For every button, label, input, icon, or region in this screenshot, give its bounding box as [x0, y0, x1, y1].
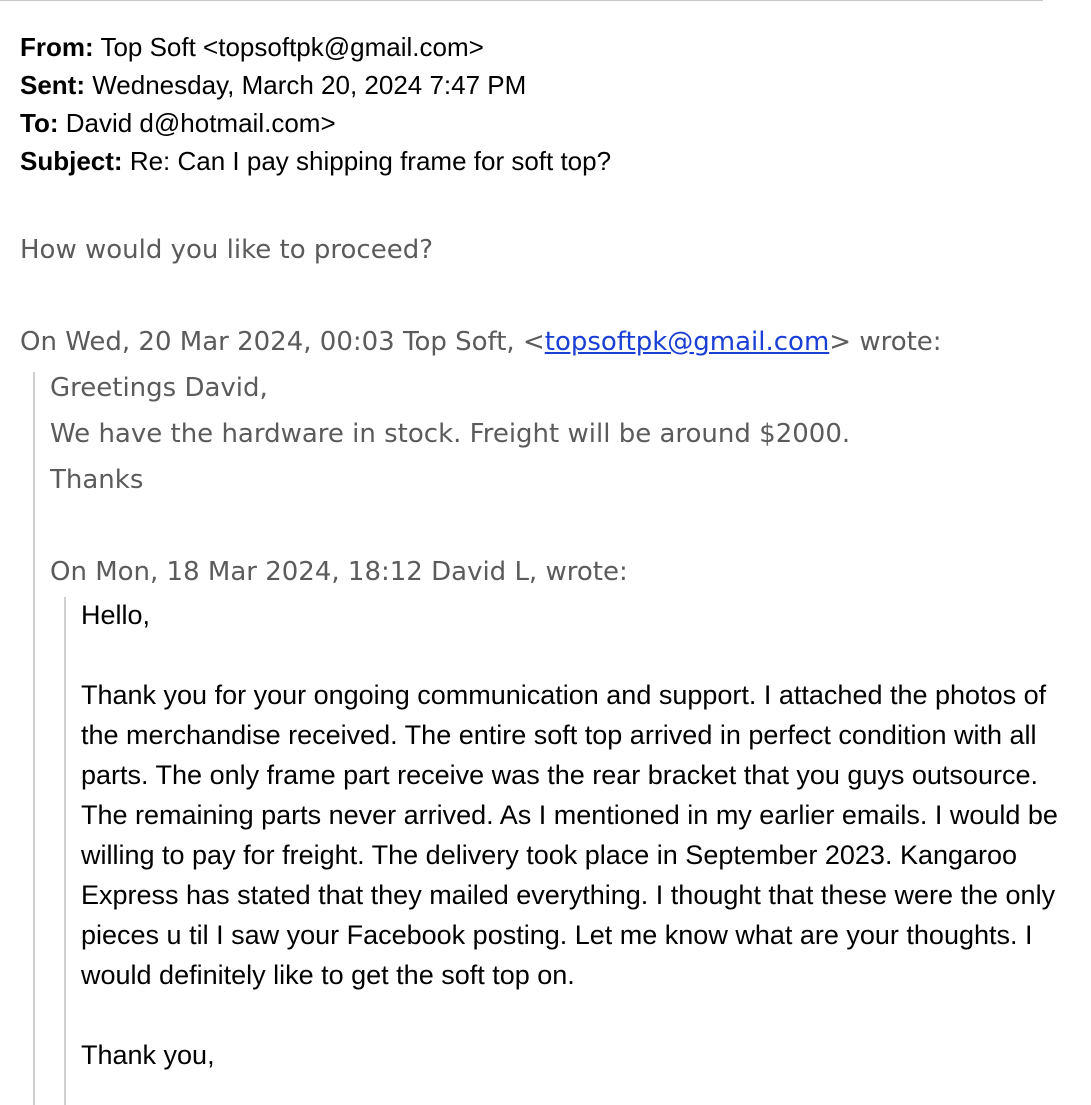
subject-label: Subject:	[20, 146, 123, 176]
quote2-closing: Thank you,	[81, 1040, 215, 1070]
quote2-message	[81, 595, 1071, 1075]
quote1-line1: We have the hardware in stock. Freight will be around $2000.	[50, 419, 851, 449]
quote1-attribution-prefix: On Wed, 20 Mar 2024, 00:03 Top Soft, <	[20, 327, 545, 357]
sent-line	[20, 70, 526, 100]
quote1-greeting: Greetings David,	[50, 373, 268, 403]
quote1-attribution	[20, 319, 942, 365]
from-line	[20, 32, 484, 62]
sent-label: Sent:	[20, 70, 85, 100]
subject-line	[20, 146, 611, 176]
quote2-bar	[64, 597, 66, 1105]
subject-value: Re: Can I pay shipping frame for soft top?	[129, 146, 612, 176]
reply-text: How would you like to proceed?	[20, 235, 433, 265]
from-value[interactable]: Top Soft <topsoftpk@gmail.com>	[100, 32, 484, 62]
to-line	[20, 108, 336, 138]
from-label: From:	[20, 32, 94, 62]
blank-line	[81, 635, 1071, 675]
quote1-bar	[33, 372, 35, 1105]
quote1-attribution-suffix: > wrote:	[829, 327, 942, 357]
to-value[interactable]: David d@hotmail.com>	[65, 108, 336, 138]
to-label: To:	[20, 108, 59, 138]
quote2-paragraph: Thank you for your ongoing communication and support. I attached the photos of the merchandise received. The entire soft top arrived in perfect condition with all parts. The only frame part receive was the rear bracket that you guys outsource. The remaining parts never arrived. As I mentioned in my earlier emails. I would be willing to pay for freight. The delivery took place in September 2023. Kangaroo Express has stated that they mailed everything. I thought that these were the only pieces u til I saw your Facebook posting. Let me know what are your thoughts. I would definitely like to get the soft top on.	[81, 680, 1058, 990]
quote1-email-link[interactable]: topsoftpk@gmail.com	[544, 327, 830, 357]
quote2-hello: Hello,	[81, 600, 151, 630]
quote2-attribution: On Mon, 18 Mar 2024, 18:12 David L, wrote:	[50, 557, 628, 587]
quote1-line2: Thanks	[50, 465, 144, 495]
sent-value: Wednesday, March 20, 2024 7:47 PM	[92, 70, 527, 100]
blank-line	[81, 995, 1071, 1035]
top-divider	[0, 0, 1043, 1]
